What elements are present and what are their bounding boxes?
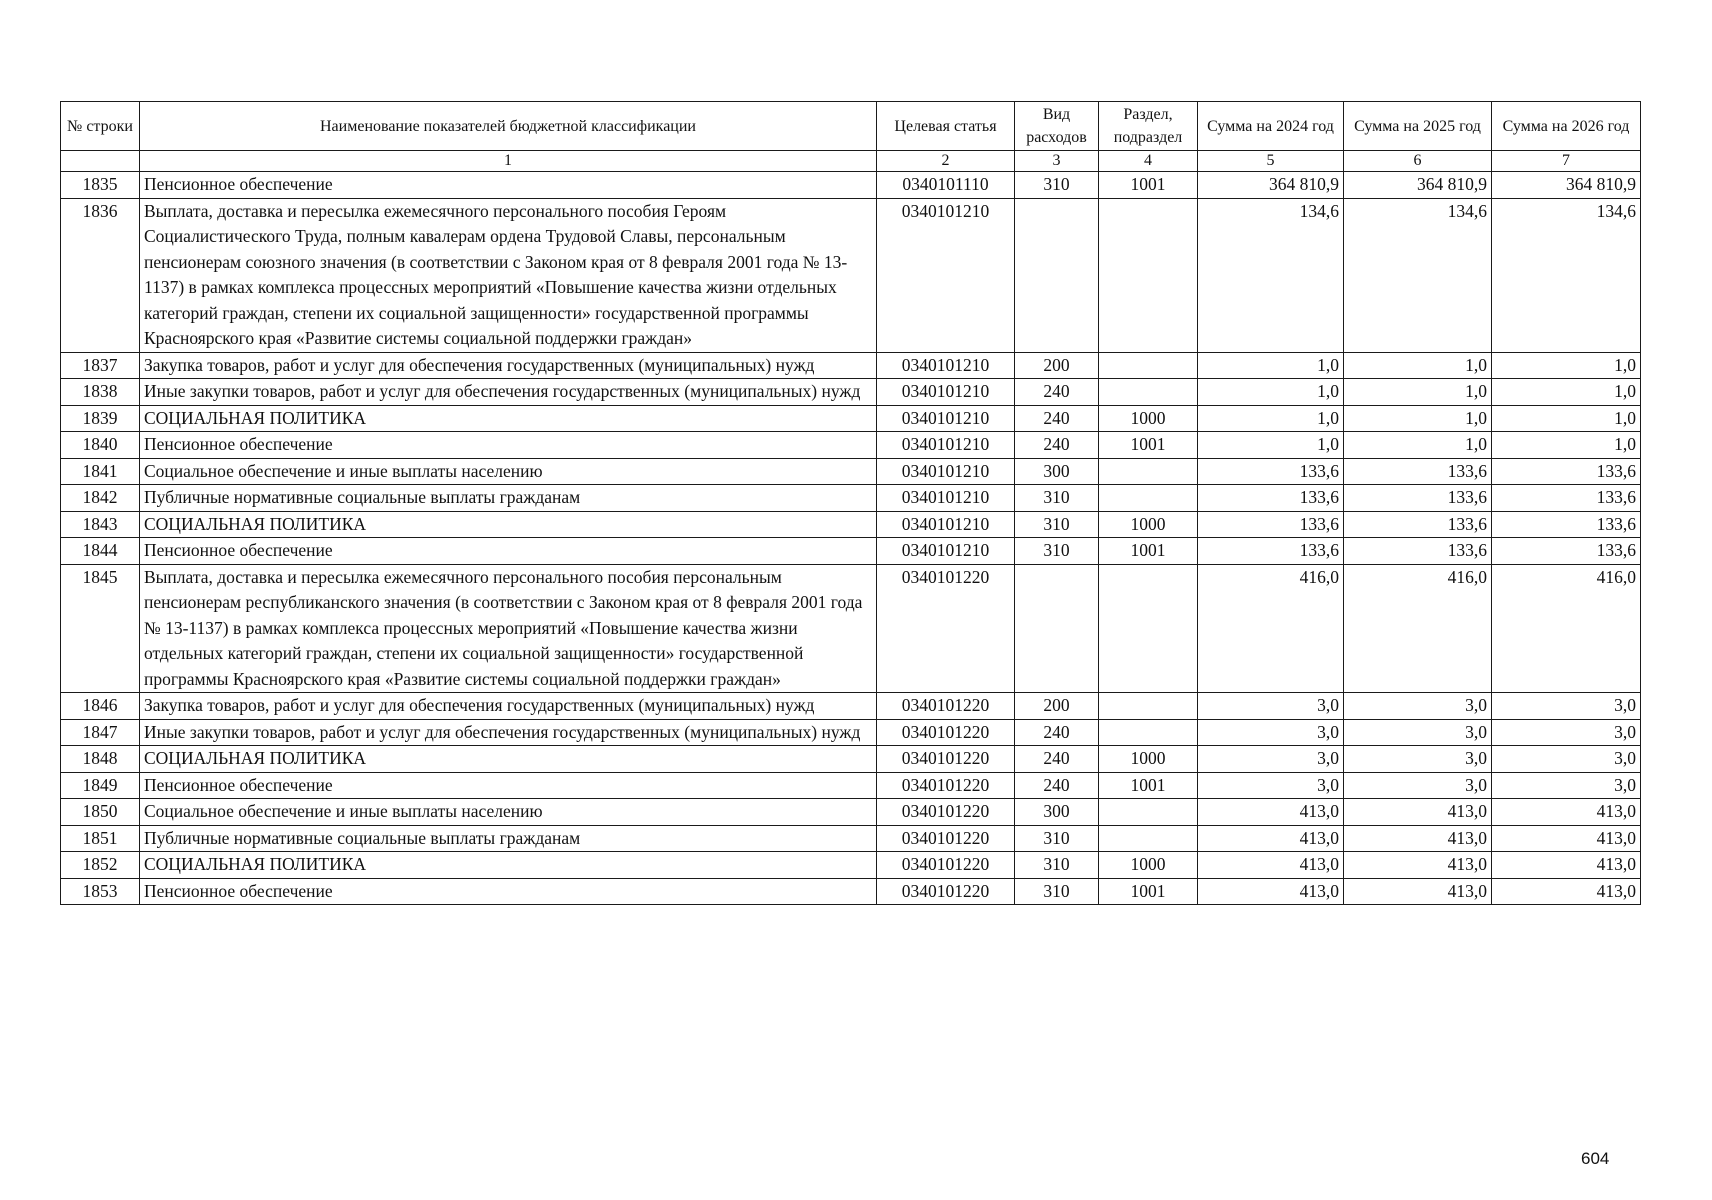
cell-sum-2026: 413,0 bbox=[1492, 799, 1641, 826]
cell-row-number: 1845 bbox=[61, 564, 140, 693]
cell-target-article: 0340101220 bbox=[877, 799, 1015, 826]
table-row bbox=[61, 458, 1641, 485]
cell-sum-2025: 413,0 bbox=[1344, 878, 1492, 905]
cell-target-article: 0340101210 bbox=[877, 198, 1015, 352]
cell-sum-2024: 364 810,9 bbox=[1198, 172, 1344, 199]
header-sum-2024: Сумма на 2024 год bbox=[1198, 102, 1344, 151]
cell-name: Социальное обеспечение и иные выплаты населению bbox=[140, 799, 877, 826]
table-row bbox=[61, 198, 1641, 352]
cell-row-number: 1850 bbox=[61, 799, 140, 826]
cell-sum-2024: 1,0 bbox=[1198, 379, 1344, 406]
cell-name: Пенсионное обеспечение bbox=[140, 538, 877, 565]
cell-section: 1000 bbox=[1099, 746, 1198, 773]
cell-sum-2025: 3,0 bbox=[1344, 719, 1492, 746]
cell-target-article: 0340101220 bbox=[877, 772, 1015, 799]
cell-sum-2024: 133,6 bbox=[1198, 511, 1344, 538]
table-row bbox=[61, 825, 1641, 852]
cell-sum-2025: 133,6 bbox=[1344, 485, 1492, 512]
cell-name: СОЦИАЛЬНАЯ ПОЛИТИКА bbox=[140, 746, 877, 773]
cell-section bbox=[1099, 198, 1198, 352]
cell-row-number: 1842 bbox=[61, 485, 140, 512]
cell-expense-type: 310 bbox=[1015, 172, 1099, 199]
cell-sum-2026: 3,0 bbox=[1492, 719, 1641, 746]
cell-section bbox=[1099, 719, 1198, 746]
header-target-article: Целевая статья bbox=[877, 102, 1015, 151]
cell-expense-type: 240 bbox=[1015, 405, 1099, 432]
cell-row-number: 1839 bbox=[61, 405, 140, 432]
cell-sum-2026: 3,0 bbox=[1492, 772, 1641, 799]
cell-section bbox=[1099, 352, 1198, 379]
cell-name: Пенсионное обеспечение bbox=[140, 878, 877, 905]
cell-name: Иные закупки товаров, работ и услуг для обеспечения государственных (муниципальных) нужд bbox=[140, 719, 877, 746]
cell-name: Пенсионное обеспечение bbox=[140, 172, 877, 199]
cell-section: 1001 bbox=[1099, 772, 1198, 799]
cell-sum-2026: 1,0 bbox=[1492, 352, 1641, 379]
cell-target-article: 0340101220 bbox=[877, 564, 1015, 693]
cell-row-number: 1836 bbox=[61, 198, 140, 352]
cell-expense-type: 310 bbox=[1015, 485, 1099, 512]
header-row-number: № строки bbox=[61, 102, 140, 151]
cell-sum-2025: 1,0 bbox=[1344, 432, 1492, 459]
cell-target-article: 0340101210 bbox=[877, 485, 1015, 512]
cell-sum-2025: 3,0 bbox=[1344, 772, 1492, 799]
cell-expense-type: 310 bbox=[1015, 538, 1099, 565]
cell-sum-2026: 133,6 bbox=[1492, 458, 1641, 485]
cell-sum-2025: 1,0 bbox=[1344, 405, 1492, 432]
cell-name: Иные закупки товаров, работ и услуг для обеспечения государственных (муниципальных) нужд bbox=[140, 379, 877, 406]
header-expense-type: Вид расходов bbox=[1015, 102, 1099, 151]
cell-row-number: 1835 bbox=[61, 172, 140, 199]
cell-expense-type: 310 bbox=[1015, 878, 1099, 905]
cell-target-article: 0340101220 bbox=[877, 825, 1015, 852]
cell-row-number: 1844 bbox=[61, 538, 140, 565]
cell-row-number: 1837 bbox=[61, 352, 140, 379]
cell-sum-2025: 3,0 bbox=[1344, 746, 1492, 773]
cell-target-article: 0340101220 bbox=[877, 719, 1015, 746]
cell-section: 1000 bbox=[1099, 852, 1198, 879]
cell-name: Закупка товаров, работ и услуг для обеспечения государственных (муниципальных) нужд bbox=[140, 693, 877, 720]
table-row bbox=[61, 538, 1641, 565]
column-number: 4 bbox=[1099, 151, 1198, 172]
table-body bbox=[61, 172, 1641, 905]
cell-sum-2026: 133,6 bbox=[1492, 485, 1641, 512]
cell-sum-2026: 416,0 bbox=[1492, 564, 1641, 693]
table-row bbox=[61, 799, 1641, 826]
cell-sum-2025: 413,0 bbox=[1344, 852, 1492, 879]
cell-sum-2025: 413,0 bbox=[1344, 799, 1492, 826]
cell-section: 1001 bbox=[1099, 172, 1198, 199]
cell-row-number: 1852 bbox=[61, 852, 140, 879]
cell-sum-2026: 1,0 bbox=[1492, 432, 1641, 459]
column-number: 6 bbox=[1344, 151, 1492, 172]
cell-sum-2025: 364 810,9 bbox=[1344, 172, 1492, 199]
table-row bbox=[61, 878, 1641, 905]
column-number: 7 bbox=[1492, 151, 1641, 172]
cell-target-article: 0340101210 bbox=[877, 458, 1015, 485]
column-number bbox=[61, 151, 140, 172]
table-row bbox=[61, 172, 1641, 199]
cell-sum-2024: 413,0 bbox=[1198, 799, 1344, 826]
cell-name: Закупка товаров, работ и услуг для обеспечения государственных (муниципальных) нужд bbox=[140, 352, 877, 379]
cell-expense-type: 300 bbox=[1015, 799, 1099, 826]
cell-sum-2024: 1,0 bbox=[1198, 405, 1344, 432]
cell-name: Публичные нормативные социальные выплаты гражданам bbox=[140, 825, 877, 852]
cell-sum-2025: 1,0 bbox=[1344, 352, 1492, 379]
cell-sum-2026: 3,0 bbox=[1492, 693, 1641, 720]
cell-sum-2024: 3,0 bbox=[1198, 693, 1344, 720]
cell-row-number: 1843 bbox=[61, 511, 140, 538]
cell-expense-type: 200 bbox=[1015, 693, 1099, 720]
column-numbers-row bbox=[61, 151, 1641, 172]
cell-sum-2025: 133,6 bbox=[1344, 511, 1492, 538]
page-number: 604 bbox=[1581, 1149, 1610, 1168]
cell-sum-2024: 3,0 bbox=[1198, 719, 1344, 746]
table-row bbox=[61, 693, 1641, 720]
cell-sum-2026: 413,0 bbox=[1492, 852, 1641, 879]
column-number: 5 bbox=[1198, 151, 1344, 172]
cell-sum-2025: 413,0 bbox=[1344, 825, 1492, 852]
cell-target-article: 0340101210 bbox=[877, 538, 1015, 565]
cell-name: СОЦИАЛЬНАЯ ПОЛИТИКА bbox=[140, 852, 877, 879]
cell-section bbox=[1099, 564, 1198, 693]
cell-sum-2026: 413,0 bbox=[1492, 825, 1641, 852]
cell-expense-type: 300 bbox=[1015, 458, 1099, 485]
cell-row-number: 1848 bbox=[61, 746, 140, 773]
cell-sum-2024: 133,6 bbox=[1198, 485, 1344, 512]
cell-sum-2024: 413,0 bbox=[1198, 852, 1344, 879]
cell-sum-2024: 1,0 bbox=[1198, 352, 1344, 379]
cell-target-article: 0340101220 bbox=[877, 852, 1015, 879]
cell-sum-2025: 133,6 bbox=[1344, 538, 1492, 565]
cell-sum-2025: 3,0 bbox=[1344, 693, 1492, 720]
cell-sum-2024: 413,0 bbox=[1198, 878, 1344, 905]
table-row bbox=[61, 352, 1641, 379]
table-row bbox=[61, 852, 1641, 879]
cell-sum-2024: 3,0 bbox=[1198, 746, 1344, 773]
cell-name: Выплата, доставка и пересылка ежемесячного персонального пособия персональным пенсионерам республиканского значения (в соответствии с Законом края от 8 февраля 2001 года № 13-1137) в рамках комплекса процессных мероприятий «Повышение качества жизни отдельных категорий граждан, степени их социальной защищенности» государственной программы Красноярского края «Развитие системы социальной поддержки граждан» bbox=[140, 564, 877, 693]
cell-sum-2026: 3,0 bbox=[1492, 746, 1641, 773]
cell-target-article: 0340101220 bbox=[877, 746, 1015, 773]
cell-expense-type: 240 bbox=[1015, 432, 1099, 459]
cell-section bbox=[1099, 799, 1198, 826]
table-row bbox=[61, 379, 1641, 406]
cell-expense-type: 310 bbox=[1015, 511, 1099, 538]
table-row bbox=[61, 746, 1641, 773]
cell-target-article: 0340101220 bbox=[877, 693, 1015, 720]
cell-section: 1000 bbox=[1099, 511, 1198, 538]
cell-name: Пенсионное обеспечение bbox=[140, 432, 877, 459]
cell-section bbox=[1099, 825, 1198, 852]
cell-section bbox=[1099, 485, 1198, 512]
cell-target-article: 0340101210 bbox=[877, 379, 1015, 406]
cell-sum-2024: 1,0 bbox=[1198, 432, 1344, 459]
cell-target-article: 0340101210 bbox=[877, 405, 1015, 432]
table-row bbox=[61, 485, 1641, 512]
cell-expense-type: 310 bbox=[1015, 825, 1099, 852]
budget-classification-table bbox=[60, 101, 1641, 905]
cell-target-article: 0340101210 bbox=[877, 352, 1015, 379]
cell-section bbox=[1099, 693, 1198, 720]
cell-section: 1001 bbox=[1099, 878, 1198, 905]
cell-target-article: 0340101210 bbox=[877, 432, 1015, 459]
cell-section: 1001 bbox=[1099, 432, 1198, 459]
cell-name: СОЦИАЛЬНАЯ ПОЛИТИКА bbox=[140, 405, 877, 432]
cell-sum-2026: 133,6 bbox=[1492, 538, 1641, 565]
column-number: 2 bbox=[877, 151, 1015, 172]
header-section: Раздел, подраздел bbox=[1099, 102, 1198, 151]
cell-sum-2026: 1,0 bbox=[1492, 379, 1641, 406]
cell-sum-2026: 1,0 bbox=[1492, 405, 1641, 432]
cell-target-article: 0340101110 bbox=[877, 172, 1015, 199]
cell-sum-2025: 416,0 bbox=[1344, 564, 1492, 693]
cell-sum-2025: 134,6 bbox=[1344, 198, 1492, 352]
header-sum-2025: Сумма на 2025 год bbox=[1344, 102, 1492, 151]
cell-row-number: 1846 bbox=[61, 693, 140, 720]
cell-name: СОЦИАЛЬНАЯ ПОЛИТИКА bbox=[140, 511, 877, 538]
cell-expense-type bbox=[1015, 198, 1099, 352]
cell-section: 1001 bbox=[1099, 538, 1198, 565]
cell-section bbox=[1099, 458, 1198, 485]
cell-name: Пенсионное обеспечение bbox=[140, 772, 877, 799]
cell-name: Выплата, доставка и пересылка ежемесячного персонального пособия Героям Социалистического Труда, полным кавалерам ордена Трудовой Славы, персональным пенсионерам союзного значения (в соответствии с Законом края от 8 февраля 2001 года № 13-1137) в рамках комплекса процессных мероприятий «Повышение качества жизни отдельных категорий граждан, степени их социальной защищенности» государственной программы Красноярского края «Развитие системы социальной поддержки граждан» bbox=[140, 198, 877, 352]
cell-expense-type: 240 bbox=[1015, 746, 1099, 773]
cell-sum-2024: 133,6 bbox=[1198, 458, 1344, 485]
table-row bbox=[61, 511, 1641, 538]
cell-sum-2025: 1,0 bbox=[1344, 379, 1492, 406]
cell-sum-2024: 413,0 bbox=[1198, 825, 1344, 852]
header-name: Наименование показателей бюджетной классификации bbox=[140, 102, 877, 151]
cell-target-article: 0340101210 bbox=[877, 511, 1015, 538]
cell-section bbox=[1099, 379, 1198, 406]
cell-expense-type: 200 bbox=[1015, 352, 1099, 379]
table-row bbox=[61, 405, 1641, 432]
cell-sum-2026: 133,6 bbox=[1492, 511, 1641, 538]
cell-row-number: 1840 bbox=[61, 432, 140, 459]
table-row bbox=[61, 564, 1641, 693]
table-row bbox=[61, 719, 1641, 746]
cell-sum-2024: 134,6 bbox=[1198, 198, 1344, 352]
cell-sum-2026: 134,6 bbox=[1492, 198, 1641, 352]
cell-section: 1000 bbox=[1099, 405, 1198, 432]
column-number: 3 bbox=[1015, 151, 1099, 172]
cell-name: Публичные нормативные социальные выплаты гражданам bbox=[140, 485, 877, 512]
cell-row-number: 1851 bbox=[61, 825, 140, 852]
cell-expense-type: 240 bbox=[1015, 379, 1099, 406]
cell-sum-2025: 133,6 bbox=[1344, 458, 1492, 485]
header-sum-2026: Сумма на 2026 год bbox=[1492, 102, 1641, 151]
cell-target-article: 0340101220 bbox=[877, 878, 1015, 905]
cell-expense-type: 310 bbox=[1015, 852, 1099, 879]
cell-sum-2024: 416,0 bbox=[1198, 564, 1344, 693]
table-row bbox=[61, 772, 1641, 799]
cell-row-number: 1849 bbox=[61, 772, 140, 799]
cell-expense-type: 240 bbox=[1015, 719, 1099, 746]
column-number: 1 bbox=[140, 151, 877, 172]
cell-sum-2024: 133,6 bbox=[1198, 538, 1344, 565]
cell-row-number: 1838 bbox=[61, 379, 140, 406]
cell-expense-type bbox=[1015, 564, 1099, 693]
cell-expense-type: 240 bbox=[1015, 772, 1099, 799]
cell-sum-2026: 413,0 bbox=[1492, 878, 1641, 905]
cell-row-number: 1853 bbox=[61, 878, 140, 905]
table-row bbox=[61, 432, 1641, 459]
cell-name: Социальное обеспечение и иные выплаты населению bbox=[140, 458, 877, 485]
cell-sum-2024: 3,0 bbox=[1198, 772, 1344, 799]
cell-row-number: 1847 bbox=[61, 719, 140, 746]
cell-row-number: 1841 bbox=[61, 458, 140, 485]
header-row bbox=[61, 102, 1641, 151]
cell-sum-2026: 364 810,9 bbox=[1492, 172, 1641, 199]
